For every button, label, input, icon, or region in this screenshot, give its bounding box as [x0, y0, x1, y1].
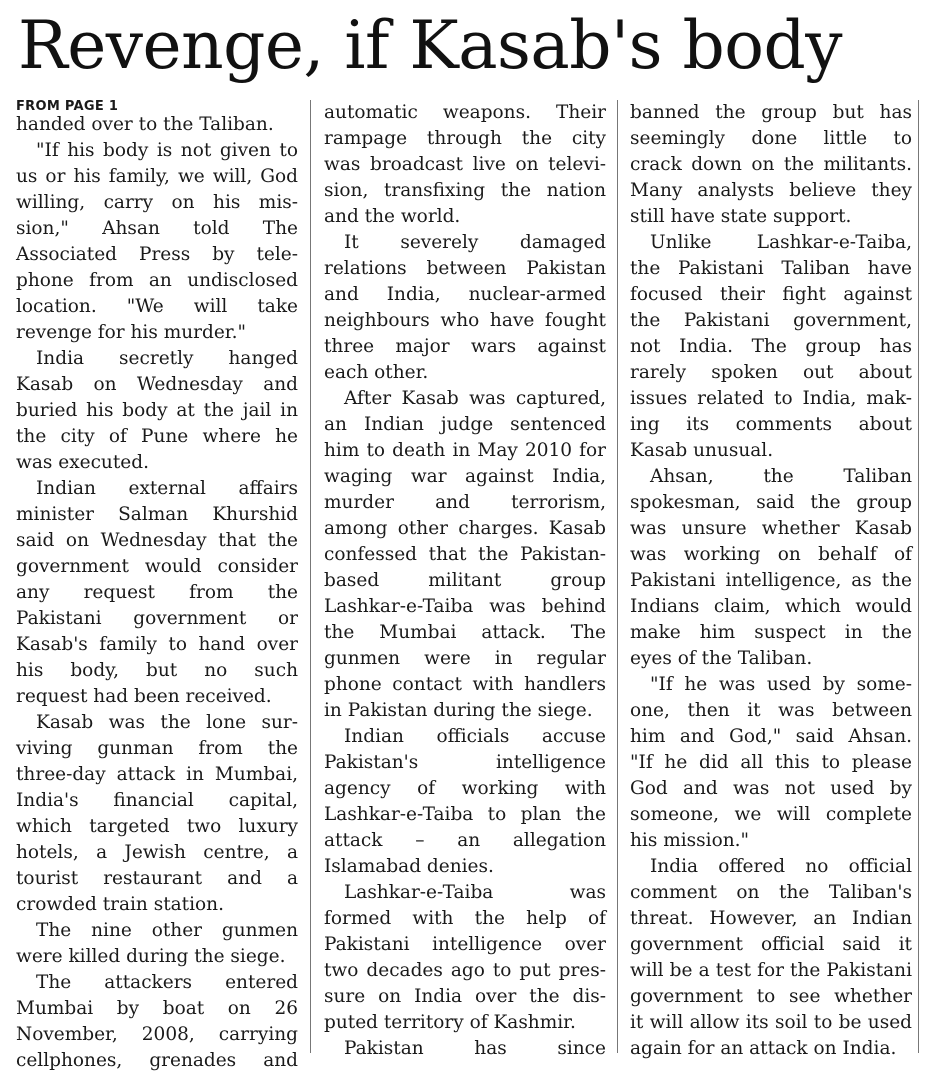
- text-line: someone, we will complete: [630, 804, 912, 825]
- text-line: crack down on the militants.: [630, 154, 912, 175]
- text-line: Pakistan has since: [344, 1038, 606, 1059]
- text-line: him to death in May 2010 for: [324, 440, 606, 461]
- text-line: was executed.: [16, 452, 149, 473]
- text-line: said on Wednesday that the: [16, 530, 298, 551]
- column-divider: [617, 100, 618, 1053]
- text-line: November, 2008, carrying: [16, 1024, 298, 1045]
- text-line: waging war against India,: [324, 466, 606, 487]
- text-line: puted territory of Kashmir.: [324, 1012, 576, 1033]
- text-line: relations between Pakistan: [324, 258, 606, 279]
- text-line: his body, but no such: [16, 660, 298, 681]
- article-column-2: [324, 100, 606, 1059]
- text-line: Indians claim, which would: [630, 596, 912, 617]
- text-line: murder and terrorism,: [324, 492, 606, 513]
- text-line: were killed during the siege.: [16, 946, 286, 967]
- text-line: Lashkar-e-Taiba was behind: [324, 596, 606, 617]
- text-line: revenge for his murder.": [16, 322, 246, 343]
- text-line: and the world.: [324, 206, 461, 227]
- text-line: Kasab's family to hand over: [16, 634, 298, 655]
- text-line: location. "We will take: [16, 296, 298, 317]
- text-line: Pakistani government or: [16, 608, 298, 629]
- article-column-1: [16, 99, 298, 1071]
- text-line: was unsure whether Kasab: [630, 518, 912, 539]
- text-line: After Kasab was captured,: [344, 388, 606, 409]
- text-line: ing its comments about: [630, 414, 912, 435]
- text-line: Pakistan's intelligence: [324, 752, 606, 773]
- text-line: three major wars against: [324, 336, 606, 357]
- text-line: three-day attack in Mumbai,: [16, 764, 298, 785]
- text-line: handed over to the Taliban.: [16, 114, 274, 135]
- text-line: phone from an undisclosed: [16, 270, 298, 291]
- headline: Revenge, if Kasab's body: [18, 7, 843, 84]
- text-line: an Indian judge sentenced: [324, 414, 606, 435]
- text-line: will be a test for the Pakistani: [630, 960, 912, 981]
- text-line: It severely damaged: [344, 232, 606, 253]
- text-line: was broadcast live on televi-: [324, 154, 606, 175]
- text-line: one, then it was between: [630, 700, 912, 721]
- text-line: "If he did all this to please: [630, 752, 912, 773]
- text-line: attack – an allegation: [324, 830, 606, 851]
- text-line: Islamabad denies.: [324, 856, 494, 877]
- text-line: "If his body is not given to: [36, 140, 298, 161]
- text-line: automatic weapons. Their: [324, 102, 606, 123]
- text-line: request had been received.: [16, 686, 272, 707]
- article-column-3: [630, 100, 912, 1059]
- text-line: each other.: [324, 362, 429, 383]
- text-line: Indian officials accuse: [344, 726, 606, 747]
- column-text: [630, 100, 912, 1062]
- text-line: Ahsan, the Taliban: [650, 466, 912, 487]
- column-divider: [918, 100, 919, 1053]
- text-line: issues related to India, mak-: [630, 388, 912, 409]
- text-line: government would consider: [16, 556, 298, 577]
- text-line: willing, carry on his mis-: [16, 192, 298, 213]
- text-line: Many analysts believe they: [630, 180, 912, 201]
- column-divider: [310, 100, 311, 1053]
- text-line: rampage through the city: [324, 128, 606, 149]
- text-line: the city of Pune where he: [16, 426, 298, 447]
- text-line: which targeted two luxury: [16, 816, 298, 837]
- text-line: comment on the Taliban's: [630, 882, 912, 903]
- text-line: was working on behalf of: [630, 544, 912, 565]
- text-line: still have state support.: [630, 206, 852, 227]
- text-line: viving gunman from the: [16, 738, 298, 759]
- text-line: make him suspect in the: [630, 622, 912, 643]
- text-line: again for an attack on India.: [630, 1038, 897, 1059]
- text-line: Associated Press by tele-: [16, 244, 298, 265]
- text-line: God and was not used by: [630, 778, 912, 799]
- text-line: it will allow its soil to be used: [630, 1012, 912, 1033]
- text-line: confessed that the Pakistan-: [324, 544, 606, 565]
- text-line: buried his body at the jail in: [16, 400, 298, 421]
- text-line: Pakistani intelligence over: [324, 934, 606, 955]
- text-line: sure on India over the dis-: [324, 986, 606, 1007]
- text-line: government official said it: [630, 934, 912, 955]
- text-line: two decades ago to put pres-: [324, 960, 606, 981]
- text-line: not India. The group has: [630, 336, 912, 357]
- column-text: [324, 100, 606, 1062]
- text-line: crowded train station.: [16, 894, 224, 915]
- text-line: threat. However, an Indian: [630, 908, 912, 929]
- text-line: us or his family, we will, God: [16, 166, 298, 187]
- column-text: [16, 112, 298, 1074]
- text-line: hotels, a Jewish centre, a: [16, 842, 298, 863]
- text-line: formed with the help of: [324, 908, 606, 929]
- text-line: Lashkar-e-Taiba to plan the: [324, 804, 606, 825]
- text-line: spokesman, said the group: [630, 492, 912, 513]
- text-line: in Pakistan during the siege.: [324, 700, 593, 721]
- text-line: and India, nuclear-armed: [324, 284, 606, 305]
- text-line: focused their fight against: [630, 284, 912, 305]
- text-line: based militant group: [324, 570, 606, 591]
- text-line: gunmen were in regular: [324, 648, 606, 669]
- text-line: any request from the: [16, 582, 298, 603]
- text-line: Mumbai by boat on 26: [16, 998, 298, 1019]
- text-line: among other charges. Kasab: [324, 518, 606, 539]
- text-line: his mission.": [630, 830, 750, 851]
- text-line: sion," Ahsan told The: [16, 218, 298, 239]
- text-line: India secretly hanged: [36, 348, 298, 369]
- text-line: cellphones, grenades and: [16, 1050, 298, 1071]
- text-line: Pakistani intelligence, as the: [630, 570, 912, 591]
- text-line: the Pakistani government,: [630, 310, 912, 331]
- text-line: The attackers entered: [36, 972, 298, 993]
- text-line: rarely spoken out about: [630, 362, 912, 383]
- text-line: Kasab on Wednesday and: [16, 374, 298, 395]
- text-line: Kasab unusual.: [630, 440, 774, 461]
- text-line: Indian external affairs: [36, 478, 298, 499]
- text-line: Unlike Lashkar-e-Taiba,: [650, 232, 912, 253]
- continuation-kicker: FROM PAGE 1: [16, 99, 119, 114]
- text-line: India offered no official: [650, 856, 912, 877]
- text-line: The nine other gunmen: [36, 920, 298, 941]
- text-line: him and God," said Ahsan.: [630, 726, 912, 747]
- text-line: the Mumbai attack. The: [324, 622, 606, 643]
- text-line: agency of working with: [324, 778, 606, 799]
- text-line: Lashkar-e-Taiba was: [344, 882, 606, 903]
- text-line: India's financial capital,: [16, 790, 298, 811]
- text-line: phone contact with handlers: [324, 674, 606, 695]
- text-line: banned the group but has: [630, 102, 912, 123]
- text-line: eyes of the Taliban.: [630, 648, 813, 669]
- text-line: neighbours who have fought: [324, 310, 606, 331]
- text-line: sion, transfixing the nation: [324, 180, 606, 201]
- text-line: "If he was used by some-: [650, 674, 912, 695]
- text-line: tourist restaurant and a: [16, 868, 298, 889]
- text-line: seemingly done little to: [630, 128, 912, 149]
- text-line: Kasab was the lone sur-: [36, 712, 298, 733]
- text-line: the Pakistani Taliban have: [630, 258, 912, 279]
- text-line: government to see whether: [630, 986, 912, 1007]
- text-line: minister Salman Khurshid: [16, 504, 298, 525]
